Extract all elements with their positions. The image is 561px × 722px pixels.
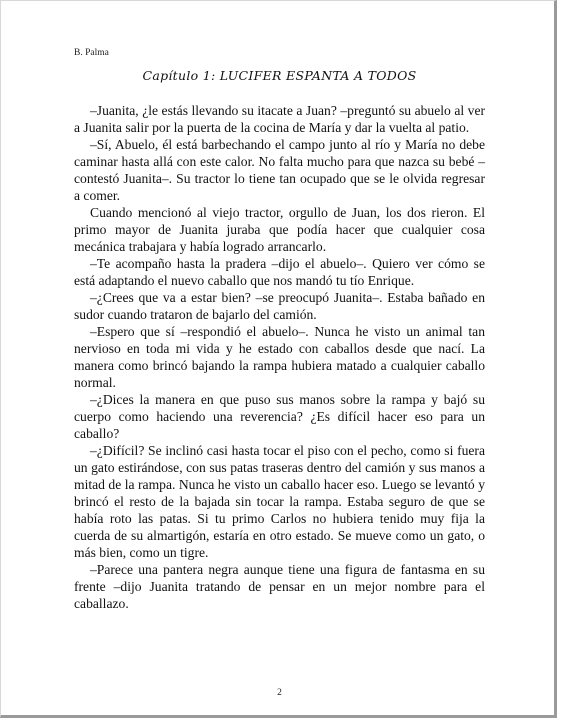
paragraph: –Sí, Abuelo, él está barbechando el campo junto al río y María no debe caminar hasta allá con este calor. No falta mucho para que nazca su bebé –contestó Juanita–. Su tractor lo tiene tan ocupado que se le olvida regresar a comer.: [74, 137, 485, 203]
paragraph: Cuando mencionó al viejo tractor, orgullo de Juan, los dos rieron. El primo mayor de Juanita juraba que podía hacer que cualquier cosa mecánica trabajara y había logrado arrancarlo.: [74, 205, 485, 254]
page-number: 2: [277, 688, 282, 698]
paragraph: –¿Crees que va a estar bien? –se preocupó Juanita–. Estaba bañado en sudor cuando trataron de bajarlo del camión.: [74, 290, 485, 322]
paragraph: –Te acompaño hasta la pradera –dijo el abuelo–. Quiero ver cómo se está adaptando el nuevo caballo que nos mandó tu tío Enrique.: [74, 256, 485, 288]
paragraph: –Juanita, ¿le estás llevando su itacate a Juan? –preguntó su abuelo al ver a Juanita salir por la puerta de la cocina de María y dar la vuelta al patio.: [74, 103, 485, 135]
paragraph: –Parece una pantera negra aunque tiene una figura de fantasma en su frente –dijo Juanita tratando de pensar en un mejor nombre para el caballazo.: [74, 562, 485, 611]
running-header-author: B. Palma: [74, 48, 109, 58]
body-text: [74, 102, 485, 612]
paragraph: –Espero que sí –respondió el abuelo–. Nunca he visto un animal tan nervioso en toda mi vida y he estado con caballos desde que nací. La manera como brincó bajando la rampa hubiera matado a cualquier caballo normal.: [74, 324, 485, 390]
chapter-title: Capítulo 1: LUCIFER ESPANTA A TODOS: [142, 68, 417, 83]
paragraph: –¿Difícil? Se inclinó casi hasta tocar el piso con el pecho, como si fuera un gato estirándose, con sus patas traseras dentro del camión y sus manos a mitad de la rampa. Nunca he visto un caballo hacer eso. Luego se levantó y brincó el resto de la bajada sin tocar la rampa. Estaba seguro de que se había roto las patas. Si tu primo Carlos no hubiera tenido muy fija la cuerda de su almartigón, estaría en otro estado. Se mueve como un gato, o más bien, como un tigre.: [74, 443, 485, 560]
paragraph: –¿Dices la manera en que puso sus manos sobre la rampa y bajó su cuerpo como haciendo una reverencia? ¿Es difícil hacer eso para un caballo?: [74, 392, 485, 441]
